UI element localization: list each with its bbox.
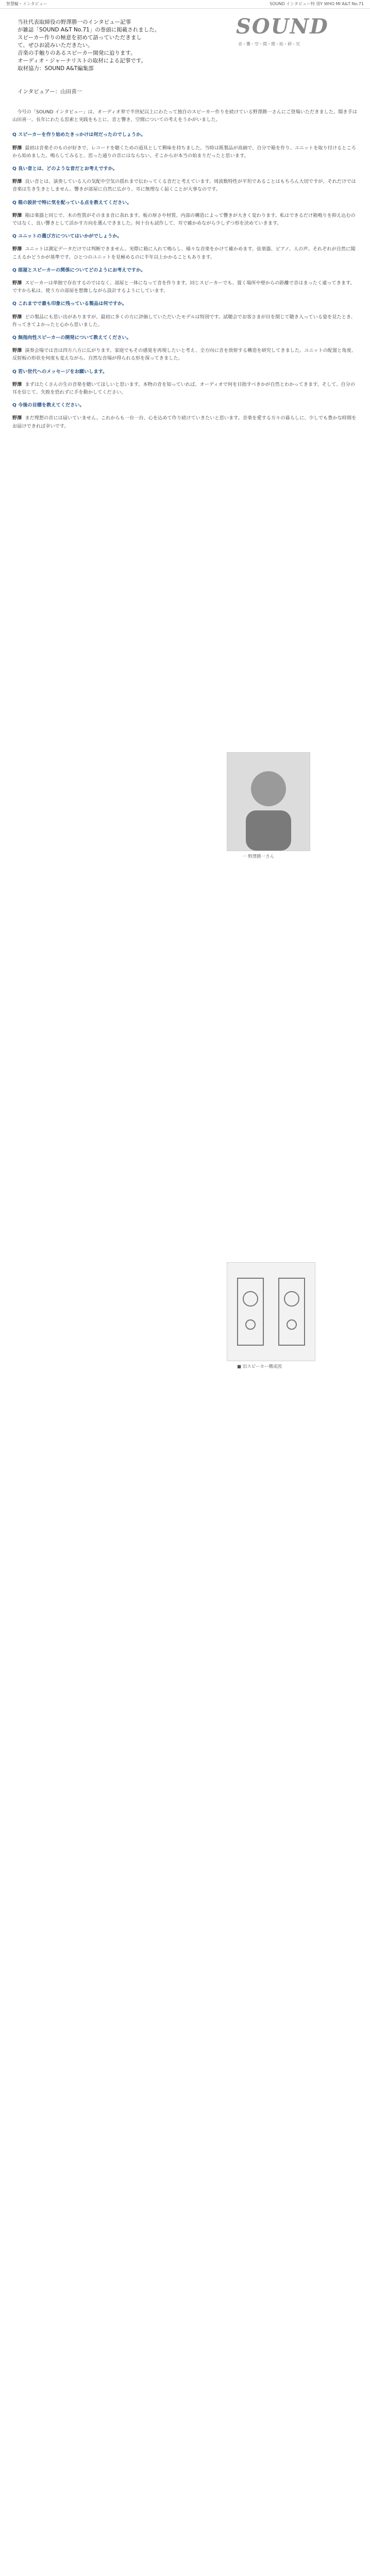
interview-answer: 野澤 演奏会場では音は四方八方に広がります。家庭でもその感覚を再現したいと考え、全方向に音を放射する構造を研究してきました。ユニットの配置と角度、反射板の形状を何度も変えながら、自然な音場が得られる形を探ってきました。 <box>12 348 356 362</box>
lead-line: スピーカー作りの極意を初めて語っていただきまし <box>18 35 142 41</box>
header-bar <box>0 0 370 9</box>
portrait-illustration <box>227 753 310 851</box>
header-left: 智慧輪・インタビュー <box>6 2 47 6</box>
lead-line: 当社代表取締役の野澤勝一のインタビュー記事 <box>18 19 131 25</box>
portrait-caption: 一 野澤勝一さん <box>242 854 275 859</box>
lead-line: が雑誌「SOUND A&T No.71」の巻頭に掲載されました。 <box>18 27 160 33</box>
logo-subtitle: 音・響・空・間・開・拓・研・究 <box>238 42 300 46</box>
speaker-name: 野澤 <box>12 280 22 286</box>
speaker-name: 野澤 <box>12 314 22 320</box>
speaker-name: 野澤 <box>12 212 22 218</box>
interview-answer: 野澤 最初は音楽そのものが好きで、レコードを聴くための道具として興味を持ちました。当時は既製品が高価で、自分で箱を作り、ユニットを取り付けるところから始めました。鳴らしてみると、思った通りの音にはならない。そこからが本当の始まりだったと思います。 <box>12 145 356 159</box>
interview-answer: 野澤 スピーカーは単独で存在するのではなく、部屋と一体になって音を作ります。同じスピーカーでも、置く場所や壁からの距離で音はまったく違ってきます。ですから私は、使う方の部屋を想像しながら設計するようにしています。 <box>12 280 355 294</box>
interview-question: Q 若い世代へのメッセージをお願いします。 <box>12 368 108 375</box>
interview-question: Q 箱の設計で特に気を配っている点を教えてください。 <box>12 199 132 206</box>
lead-line: オーディオ・ジャーナリストの取材による記事です。 <box>18 58 146 64</box>
lead-paragraph <box>18 19 167 73</box>
lead-line: て、ぜひお読みいただきたい。 <box>18 42 93 48</box>
interview-question: Q これまでで最も印象に残っている製品は何ですか。 <box>12 301 127 307</box>
speaker-name: 野澤 <box>12 145 22 151</box>
logo-text: SOUND <box>236 14 329 39</box>
interview-question: Q 良い音とは、どのような音だとお考えですか。 <box>12 166 117 172</box>
speaker-name: 野澤 <box>12 348 22 354</box>
interview-question: Q スピーカーを作り始めたきっかけは何だったのでしょうか。 <box>12 132 146 138</box>
interview-article <box>12 108 358 435</box>
speaker-name: 野澤 <box>12 179 22 185</box>
lead-line: 音楽の手触りのあるスピーカー開発に迫ります。 <box>18 50 136 56</box>
interview-answer: 野澤 良い音とは、演奏している人の気配や空気の揺れまで伝わってくる音だと考えています。周波数特性が平坦であることはもちろん大切ですが、それだけでは音楽は生き生きとしません。響きが部屋に自然に広がり、耳に無理なく届くことが大事なのです。 <box>12 179 356 193</box>
interview-answer: 野澤 どの製品にも思い出がありますが、最初に多くの方に評価していただいたモデルは特別です。試聴会でお客さまが目を閉じて聴き入っている姿を見たとき、作ってきてよかったと心から思いました。 <box>12 314 356 328</box>
interview-question: Q 無指向性スピーカーの開発について教えてください。 <box>12 335 131 341</box>
header-right: SOUND インタビュー特 別Y WHO MI A&T No.71 <box>270 2 364 6</box>
magazine-logo <box>236 9 362 56</box>
lead-line: 取材協力：SOUND A&T編集部 <box>18 65 94 72</box>
diagram-image <box>227 1262 315 1361</box>
interview-question: Q ユニットの選び方についてはいかがでしょうか。 <box>12 233 122 240</box>
interview-answer: 野澤 ユニットは測定データだけでは判断できません。実際に箱に入れて鳴らし、様々な音楽をかけて確かめます。弦楽器、ピアノ、人の声。それぞれが自然に聞こえるかどうかが基準です。ひとつのユニットを見極めるのに半年以上かかることもあります。 <box>12 246 356 260</box>
interview-question: Q 部屋とスピーカーの関係についてどのようにお考えですか。 <box>12 267 146 273</box>
interview-answer: 野澤 まだ理想の音には届いていません。これからも一台一台、心を込めて作り続けていきたいと思います。音楽を愛する方々の暮らしに、少しでも豊かな時間をお届けできれば幸いです。 <box>12 415 357 429</box>
diagram-caption: ■ 旧スピーカー構成図 <box>237 1364 282 1369</box>
article-paragraph: 今号の「SOUND インタビュー」は、オーディオ界で半世紀以上にわたって独自のスピーカー作りを続けている野澤勝一さんにご登場いただきました。聞き手は山田喜一。長年にわたる思索と実践をもとに、音と響き、空間についての考えをうかがいました。 <box>12 109 357 123</box>
interview-question: Q 今後の目標を教えてください。 <box>12 402 85 409</box>
portrait-photo <box>227 752 310 851</box>
interview-answer: 野澤 箱は楽器と同じで、木の性質がそのまま音に表れます。板の厚さや材質、内部の構造によって響きが大きく変わります。私はできるだけ箱鳴りを抑え込むのではなく、良い響きとして活かす方向を選んできました。何十台も試作して、耳で確かめながら少しずつ形を決めていきます。 <box>12 212 356 227</box>
speaker-name: 野澤 <box>12 246 22 252</box>
speaker-diagram <box>227 1263 315 1361</box>
speaker-name: 野澤 <box>12 415 22 421</box>
speaker-name: 野澤 <box>12 381 22 387</box>
interviewer-name: インタビュアー：山田喜一 <box>18 89 82 95</box>
interview-answer: 野澤 まずはたくさんの生の音楽を聴いてほしいと思います。本物の音を知っていれば、オーディオで何を目指すべきかが自然とわかってきます。そして、自分の耳を信じて、失敗を恐れずに手を動かしてください。 <box>12 381 355 396</box>
